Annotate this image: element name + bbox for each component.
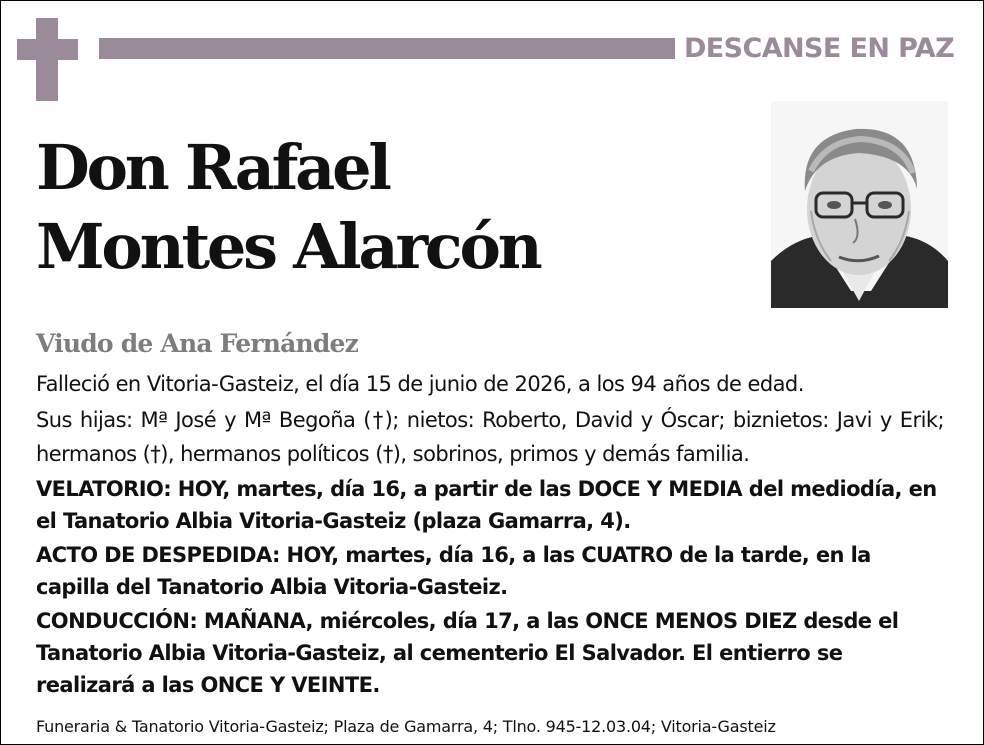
cross-icon-horizontal [17,39,78,60]
funeral-home-footer: Funeraria & Tanatorio Vitoria-Gasteiz; Plaza de Gamarra, 4; Tlno. 945-12.03.04; Vitoria-Gasteiz [36,717,776,736]
wake-paragraph: VELATORIO: HOY, martes, día 16, a partir de las DOCE Y MEDIA del mediodía, en el Tanatorio Albia Vitoria-Gasteiz (plaza Gamarra, 4). [36,477,937,533]
procession-paragraph: CONDUCCIÓN: MAÑANA, miércoles, día 17, a las ONCE MENOS DIEZ desde el Tanatorio Albia Vitoria-Gasteiz, al cementerio El Salvador. El entierro se realizará a las ONCE Y VEINTE. [36,609,899,697]
family-paragraph: Sus hijas: Mª José y Mª Begoña (†); nietos: Roberto, David y Óscar; biznietos: Javi y Erik; hermanos (†), hermanos políticos (†), sobrinos, primos y demás familia. [36,408,944,466]
notice-body [36,367,944,701]
header-rule [99,38,675,59]
name-line-2: Montes Alarcón [36,210,540,283]
deceased-name [36,128,540,286]
death-paragraph: Falleció en Vitoria-Gasteiz, el día 15 de junio de 2026, a los 94 años de edad. [36,372,804,396]
portrait-image [771,101,948,308]
header-title: DESCANSE EN PAZ [684,33,955,64]
name-line-1: Don Rafael [36,131,389,204]
deceased-subtitle: Viudo de Ana Fernández [36,329,359,358]
deceased-photo [771,101,948,308]
farewell-paragraph: ACTO DE DESPEDIDA: HOY, martes, día 16, a las CUATRO de la tarde, en la capilla del Tanatorio Albia Vitoria-Gasteiz. [36,543,871,599]
